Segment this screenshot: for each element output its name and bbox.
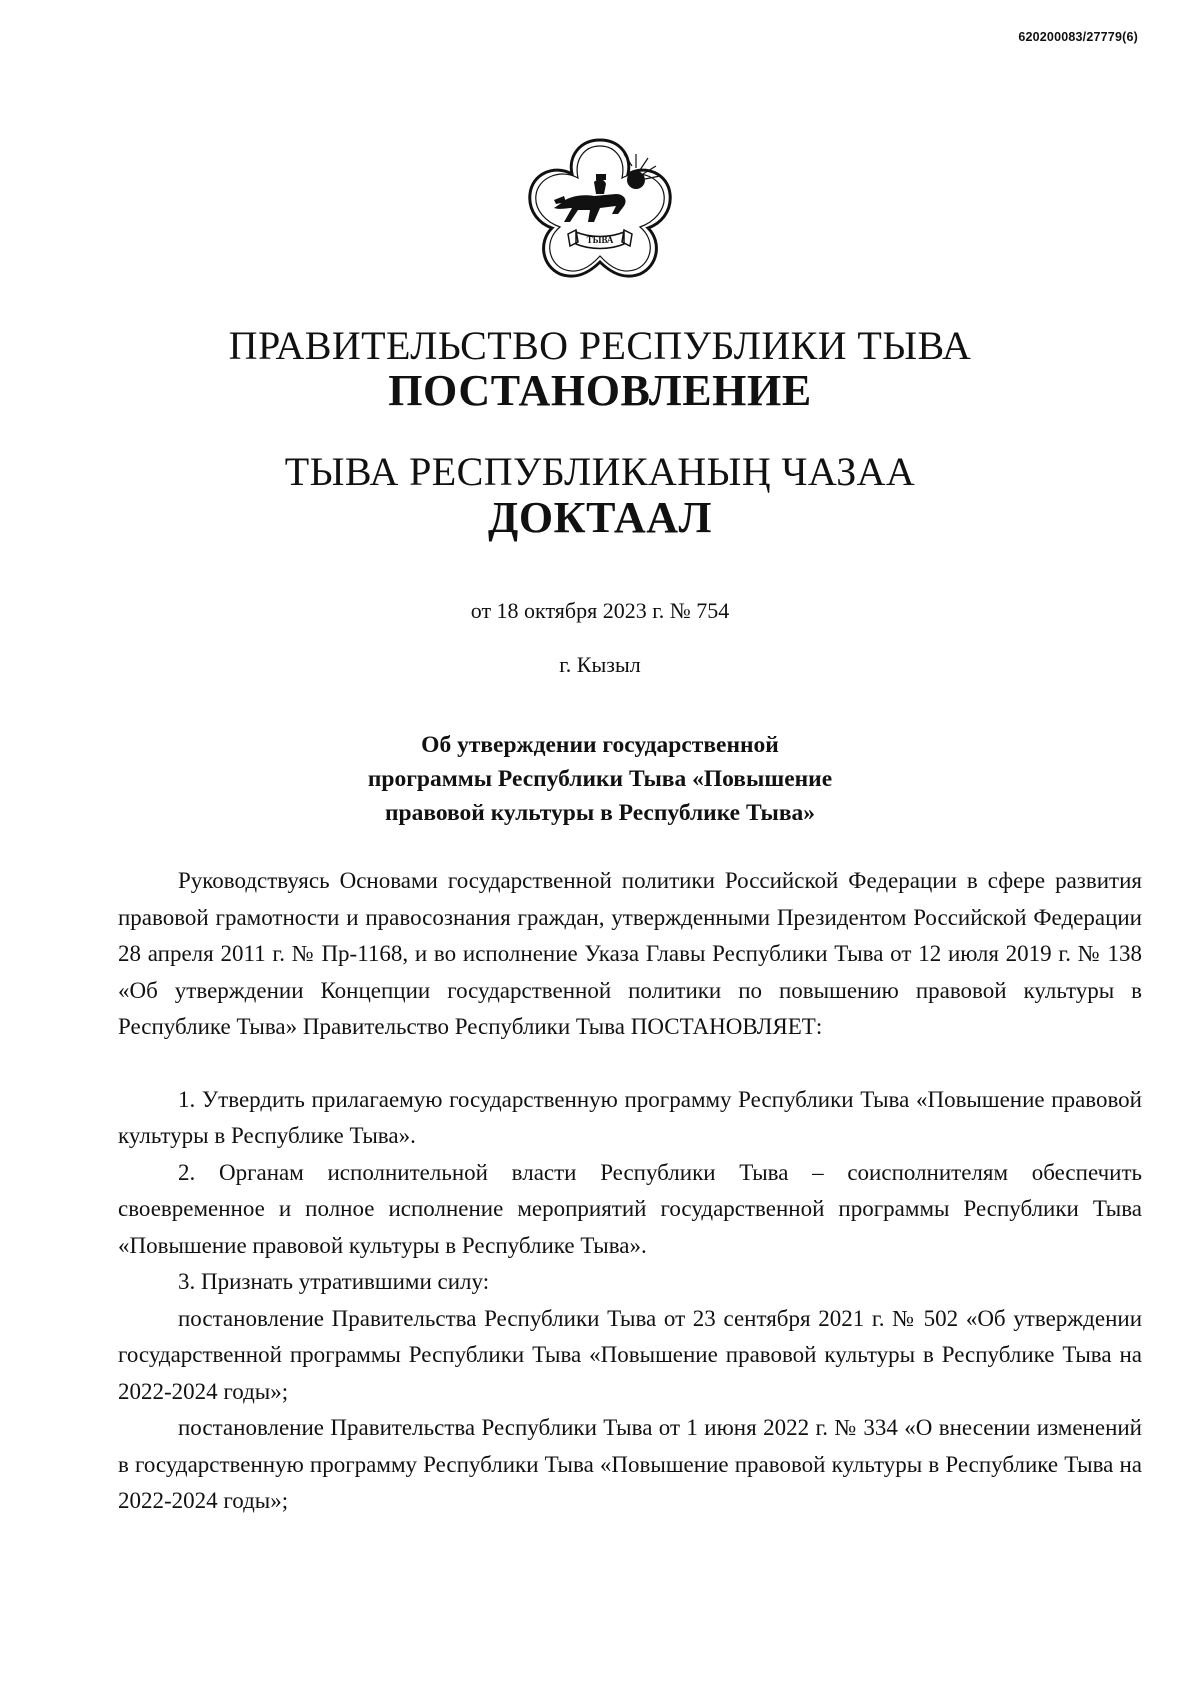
government-title-ru: ПРАВИТЕЛЬСТВО РЕСПУБЛИКИ ТЫВА xyxy=(228,323,972,368)
date-and-number: от 18 октября 2023 г. № 754 xyxy=(470,598,730,623)
document-id: 620200083/27779(6) xyxy=(1018,30,1138,44)
government-title-tyv: ТЫВА РЕСПУБЛИКАНЫҢ ЧАЗАА xyxy=(284,449,916,494)
subject-line: Об утверждении государственной xyxy=(421,732,779,758)
subject-line: правовой культуры в Республике Тыва» xyxy=(384,800,816,826)
city: г. Кызыл xyxy=(559,652,641,677)
subject-line: программы Республики Тыва «Повышение xyxy=(367,766,833,792)
coat-of-arms-icon xyxy=(520,130,680,290)
document-subject xyxy=(0,728,1200,830)
document-type-ru: ПОСТАНОВЛЕНИЕ xyxy=(388,366,812,415)
preamble-paragraph: Руководствуясь Основами государственной политики Российской Федерации в сфере развития правовой грамотности и правосознания граждан, утвержденными Президентом Российской Федерации 28 апреля 2011 г. № Пр-1168, и во исполнение Указа Главы Республики Тыва от 12 июля 2019 г. № 138 «Об утверждении Концепции государственной политики по повышению правовой культуры в Республике Тыва» Правительство Республики Тыва ПОСТАНОВЛЯЕТ: xyxy=(118,868,1142,1039)
item-1-paragraph: 1. Утвердить прилагаемую государственную программу Республики Тыва «Повышение правовой культуры в Республике Тыва». xyxy=(118,1086,1142,1148)
item-2-paragraph: 2. Органам исполнительной власти Республики Тыва – соисполнителям обеспечить своевременное и полное исполнение мероприятий государственной программы Республики Тыва «Повышение правовой культуры в Республике Тыва». xyxy=(118,1159,1142,1258)
item-3-paragraph: 3. Признать утратившими силу: xyxy=(178,1269,490,1294)
item-3b-paragraph: постановление Правительства Республики Тыва от 1 июня 2022 г. № 334 «О внесении изменений в государственную программу Республики Тыва «Повышение правовой культуры в Республике Тыва на 2022-2024 годы»; xyxy=(118,1415,1142,1513)
document-body xyxy=(118,863,1142,1520)
document-type-tyv: ДОКТААЛ xyxy=(487,493,713,542)
item-3a-paragraph: постановление Правительства Республики Тыва от 23 сентября 2021 г. № 502 «Об утверждении государственной программы Республики Тыва «Повышение правовой культуры в Республике Тыва на 2022-2024 годы»; xyxy=(118,1305,1142,1404)
emblem-ribbon-text: ТЫВА xyxy=(586,235,614,245)
